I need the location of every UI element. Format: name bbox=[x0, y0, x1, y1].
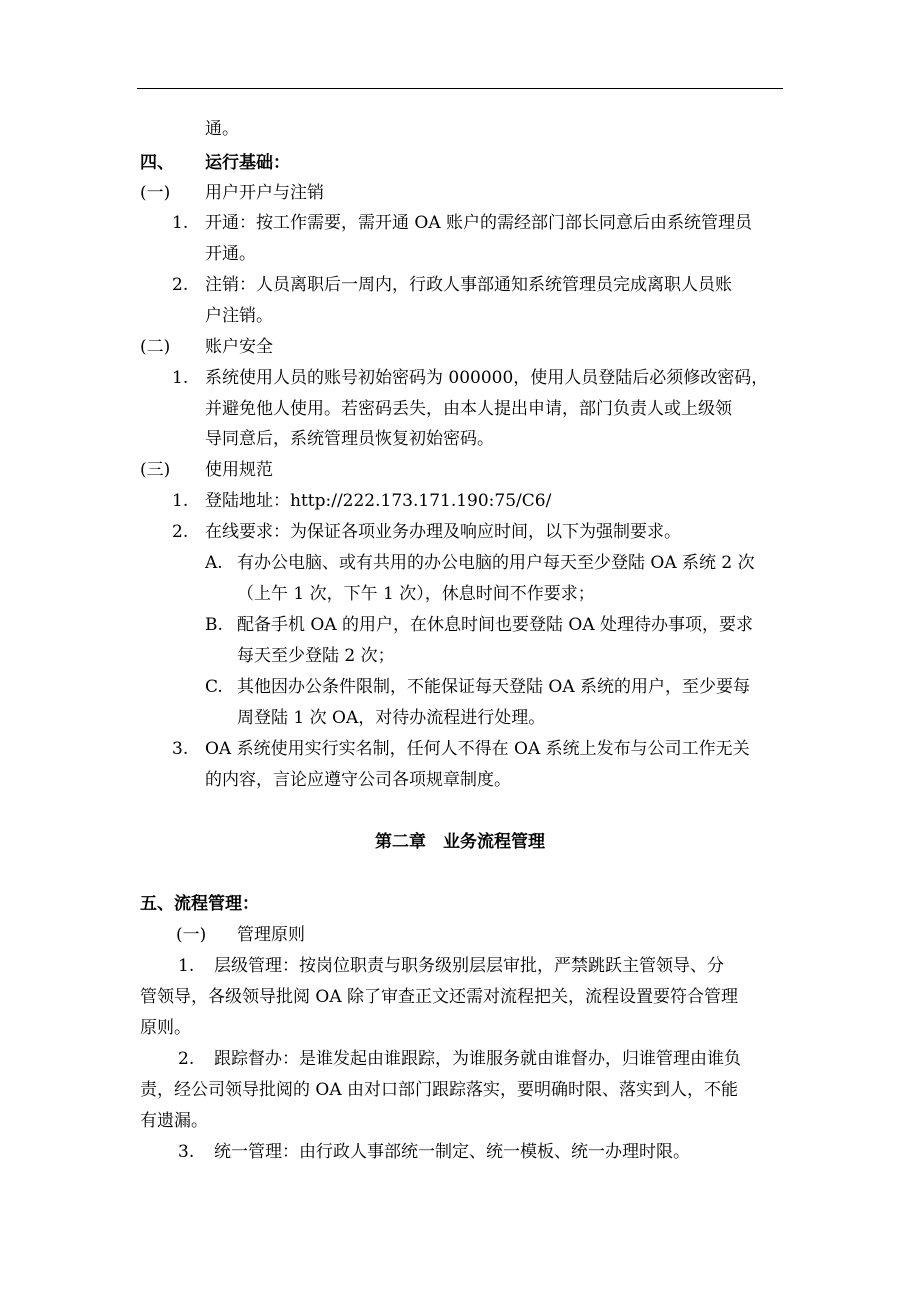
sub-item-text: （上午 1 次，下午 1 次），休息时间不作要求； bbox=[237, 584, 595, 604]
item-number: 1. bbox=[172, 213, 189, 233]
sub-item-text: 有办公电脑、或有共用的办公电脑的用户每天至少登陆 OA 系统 2 次 bbox=[237, 553, 755, 573]
subsection-number: (一) bbox=[176, 925, 207, 945]
item-text: 开通。 bbox=[205, 244, 256, 264]
subsection-2-number: (二) bbox=[140, 337, 171, 357]
item-text: 开通：按工作需要，需开通 OA 账户的需经部门部长同意后由系统管理员 bbox=[205, 213, 753, 233]
item-text: 导同意后，系统管理员恢复初始密码。 bbox=[205, 429, 494, 449]
sub-item-letter: A. bbox=[205, 553, 223, 573]
subsection-2-title: 账户安全 bbox=[205, 337, 273, 357]
item-number: 1. bbox=[172, 368, 189, 388]
paragraph-text: 管领导，各级领导批阅 OA 除了审查正文还需对流程把关，流程设置要符合管理 bbox=[140, 987, 739, 1007]
sub-item-text: 每天至少登陆 2 次； bbox=[237, 646, 395, 666]
login-address: 登陆地址：http://222.173.171.190:75/C6/ bbox=[205, 491, 552, 511]
subsection-3-number: (三) bbox=[140, 460, 171, 480]
item-text: 并避免他人使用。若密码丢失，由本人提出申请，部门负责人或上级领 bbox=[205, 399, 732, 419]
section-4-number: 四、 bbox=[140, 153, 174, 173]
item-text: 注销：人员离职后一周内，行政人事部通知系统管理员完成离职人员账 bbox=[205, 275, 732, 295]
item-text: 的内容，言论应遵守公司各项规章制度。 bbox=[205, 770, 511, 790]
paragraph-text: 原则。 bbox=[140, 1018, 191, 1038]
sub-item-letter: B. bbox=[205, 615, 223, 635]
sub-item-text: 周登陆 1 次 OA，对待办流程进行处理。 bbox=[237, 708, 546, 728]
paragraph-text: 跟踪督办：是谁发起由谁跟踪，为谁服务就由谁督办，归谁管理由谁负 bbox=[214, 1049, 741, 1069]
item-text: OA 系统使用实行实名制，任何人不得在 OA 系统上发布与公司工作无关 bbox=[205, 739, 750, 759]
section-5-title: 五、流程管理： bbox=[140, 894, 259, 914]
sub-item-text: 其他因办公条件限制，不能保证每天登陆 OA 系统的用户，至少要每 bbox=[237, 677, 751, 697]
subsection-title: 管理原则 bbox=[237, 925, 305, 945]
item-number: 2. bbox=[172, 522, 189, 542]
section-4-title: 运行基础： bbox=[205, 153, 290, 173]
item-text: 户注销。 bbox=[205, 306, 273, 326]
paragraph-number: 3. bbox=[178, 1142, 195, 1162]
paragraph-text: 有遗漏。 bbox=[140, 1111, 208, 1131]
item-number: 1. bbox=[172, 491, 189, 511]
paragraph-text: 统一管理：由行政人事部统一制定、统一模板、统一办理时限。 bbox=[214, 1142, 690, 1162]
item-number: 2. bbox=[172, 275, 189, 295]
section-4-continuation: 通。 bbox=[205, 119, 239, 139]
paragraph-text: 层级管理：按岗位职责与职务级别层层审批，严禁跳跃主管领导、分 bbox=[214, 956, 724, 976]
subsection-1-number: (一) bbox=[140, 183, 171, 203]
subsection-3-title: 使用规范 bbox=[205, 460, 273, 480]
item-number: 3. bbox=[172, 739, 189, 759]
header-rule bbox=[137, 88, 783, 89]
sub-item-letter: C. bbox=[205, 677, 223, 697]
paragraph-number: 2. bbox=[178, 1049, 195, 1069]
item-text: 在线要求：为保证各项业务办理及响应时间，以下为强制要求。 bbox=[205, 522, 681, 542]
paragraph-number: 1. bbox=[178, 956, 195, 976]
paragraph-text: 责，经公司领导批阅的 OA 由对口部门跟踪落实，要明确时限、落实到人，不能 bbox=[140, 1080, 739, 1100]
item-text: 系统使用人员的账号初始密码为 000000，使用人员登陆后必须修改密码， bbox=[205, 368, 769, 388]
chapter-title: 第二章 业务流程管理 bbox=[375, 832, 545, 852]
subsection-1-title: 用户开户与注销 bbox=[205, 183, 324, 203]
sub-item-text: 配备手机 OA 的用户，在休息时间也要登陆 OA 处理待办事项，要求 bbox=[237, 615, 754, 635]
